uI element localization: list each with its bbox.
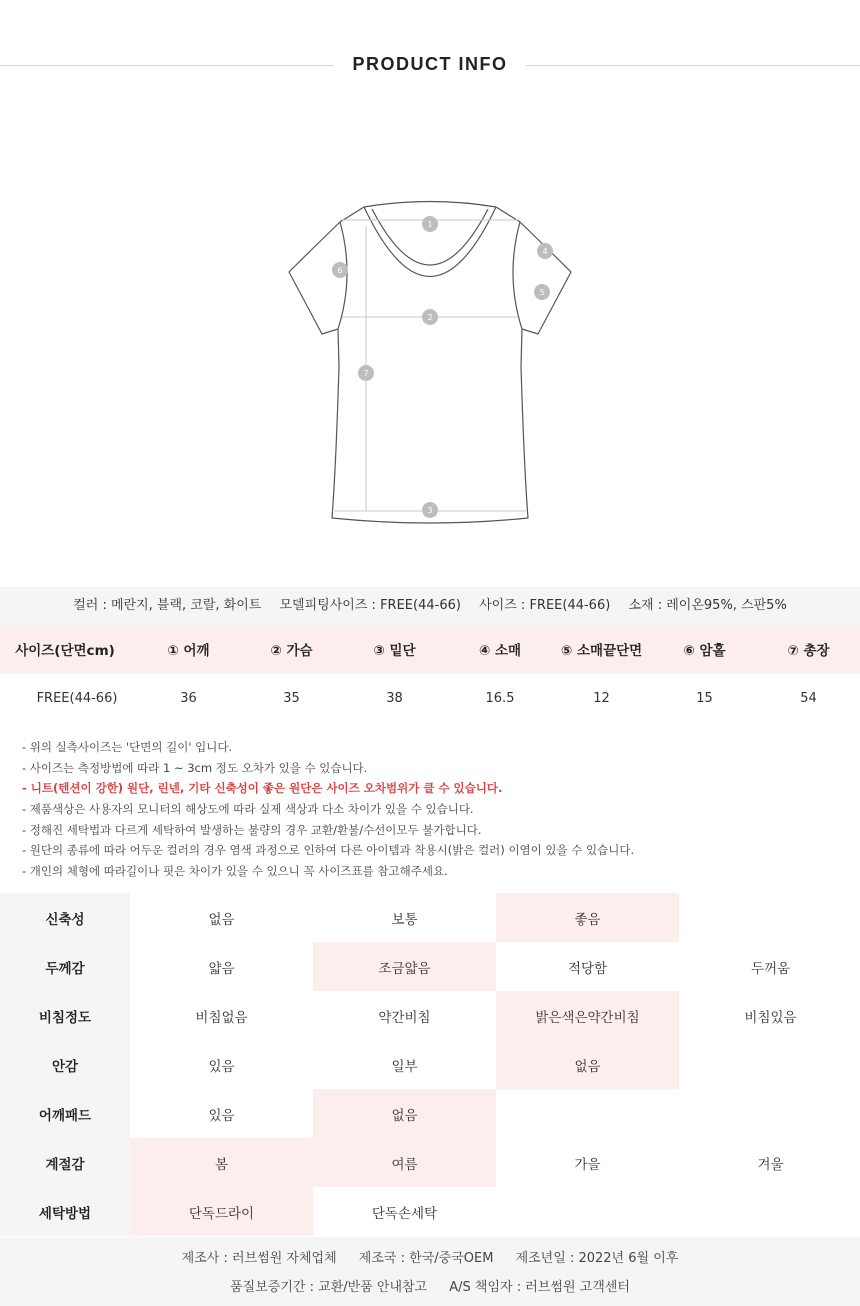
info-value: FREE(44-66) bbox=[380, 598, 461, 613]
attribute-option: 있음 bbox=[208, 1058, 235, 1075]
section-header bbox=[0, 0, 860, 130]
attribute-option: 얇음 bbox=[208, 960, 235, 977]
info-label: 사이즈 bbox=[479, 598, 517, 613]
marker-label: 5 bbox=[539, 288, 545, 297]
attribute-option-selected: 밝은색은약간비침 bbox=[496, 991, 679, 1040]
footer-value: 교환/반품 안내참고 bbox=[318, 1280, 428, 1295]
attribute-option: 일부 bbox=[391, 1058, 418, 1075]
attribute-option: 있음 bbox=[208, 1107, 235, 1124]
footer-line bbox=[0, 1247, 860, 1266]
divider bbox=[526, 65, 860, 66]
attribute-option: 두꺼움 bbox=[750, 960, 791, 977]
size-table-header bbox=[0, 625, 860, 673]
footer-label: 제조국 bbox=[358, 1251, 397, 1266]
note-item: - 위의 실측사이즈는 '단면의 길이' 입니다. bbox=[22, 740, 233, 754]
attribute-option bbox=[496, 1089, 679, 1138]
note-item: - 사이즈는 측정방법에 따라 1 ~ 3cm 정도 오차가 있을 수 있습니다. bbox=[22, 760, 368, 775]
marker-label: 7 bbox=[363, 369, 369, 378]
info-colon: : bbox=[102, 598, 107, 613]
info-value: FREE(44-66) bbox=[529, 598, 611, 613]
attribute-row bbox=[0, 1089, 860, 1138]
footer-value: 한국/중국OEM bbox=[409, 1251, 494, 1266]
attribute-option: 보통 bbox=[391, 911, 418, 928]
info-value: 레이온95%, 스판5% bbox=[666, 598, 787, 613]
tshirt-measure-diagram bbox=[280, 196, 580, 531]
attribute-option-selected: 봄 bbox=[130, 1138, 313, 1187]
attribute-row bbox=[0, 942, 860, 991]
footer-colon: : bbox=[309, 1280, 314, 1295]
size-header-cell: ⑤ 소매끝단면 bbox=[560, 643, 643, 659]
marker-label: 2 bbox=[427, 313, 433, 322]
footer-info bbox=[0, 1237, 860, 1306]
attribute-row bbox=[0, 1138, 860, 1187]
attribute-option-selected: 없음 bbox=[496, 1040, 679, 1089]
page-title: PRODUCT INFO bbox=[352, 54, 508, 74]
attribute-label: 어깨패드 bbox=[0, 1089, 130, 1138]
footer-value: 2022년 6월 이후 bbox=[578, 1251, 679, 1266]
attribute-option-selected: 조금얇음 bbox=[313, 942, 496, 991]
attribute-option-selected: 단독드라이 bbox=[130, 1187, 313, 1236]
tshirt-outline bbox=[289, 202, 571, 524]
footer-label: 제조년일 bbox=[515, 1251, 566, 1266]
attribute-option bbox=[679, 1187, 860, 1236]
marker-label: 3 bbox=[427, 506, 433, 515]
attribute-option: 비침있음 bbox=[744, 1009, 797, 1026]
size-cell: 38 bbox=[386, 690, 403, 706]
footer-value: 러브썸원 자체업체 bbox=[232, 1251, 337, 1266]
attribute-option: 없음 bbox=[208, 911, 235, 928]
size-header-cell: ④ 소매 bbox=[478, 643, 522, 659]
attribute-option: 비침없음 bbox=[195, 1009, 248, 1026]
size-header-cell: 사이즈(단면cm) bbox=[15, 643, 115, 659]
size-cell: 35 bbox=[283, 690, 300, 706]
size-header-cell: ① 어깨 bbox=[167, 643, 210, 659]
size-cell: 54 bbox=[800, 690, 817, 706]
size-cell: FREE(44-66) bbox=[36, 690, 118, 706]
info-label: 컬러 bbox=[73, 598, 99, 613]
attribute-label: 계절감 bbox=[0, 1138, 130, 1187]
attribute-option bbox=[679, 1040, 860, 1089]
attribute-label: 비침정도 bbox=[0, 991, 130, 1040]
size-cell: 12 bbox=[593, 690, 610, 706]
attribute-row bbox=[0, 1040, 860, 1089]
notes-list bbox=[22, 737, 842, 882]
attribute-label: 안감 bbox=[0, 1040, 130, 1089]
footer-colon: : bbox=[223, 1251, 228, 1266]
footer-colon: : bbox=[516, 1280, 522, 1295]
footer-colon: : bbox=[400, 1251, 405, 1266]
diagram-markers bbox=[332, 216, 553, 518]
note-item: - 개인의 체형에 따라길이나 핏은 차이가 있을 수 있으니 꼭 사이즈표를 참고해주세요. bbox=[22, 864, 448, 879]
attribute-label: 세탁방법 bbox=[0, 1187, 130, 1236]
size-cell: 16.5 bbox=[485, 690, 515, 706]
size-header-cell: ② 가슴 bbox=[270, 643, 313, 659]
attribute-row bbox=[0, 1187, 860, 1236]
footer-colon: : bbox=[569, 1251, 575, 1266]
table-row bbox=[0, 673, 860, 723]
size-header-cell: ③ 밑단 bbox=[373, 643, 416, 659]
marker-label: 1 bbox=[427, 220, 433, 229]
attribute-option: 겨울 bbox=[757, 1156, 784, 1173]
footer-line bbox=[0, 1276, 860, 1295]
info-value: 메란지, 블랙, 코랄, 화이트 bbox=[110, 598, 262, 613]
size-cell: 15 bbox=[696, 690, 713, 706]
attribute-option bbox=[496, 1187, 679, 1236]
attribute-option-selected: 여름 bbox=[313, 1138, 496, 1187]
attribute-row bbox=[0, 991, 860, 1040]
footer-value: 러브썸원 고객센터 bbox=[525, 1280, 630, 1295]
attribute-row bbox=[0, 893, 860, 942]
attribute-option-selected: 없음 bbox=[313, 1089, 496, 1138]
marker-label: 4 bbox=[542, 247, 548, 256]
info-colon: : bbox=[371, 598, 376, 613]
footer-label: 품질보증기간 bbox=[230, 1280, 306, 1295]
note-item: - 제품색상은 사용자의 모니터의 해상도에 따라 실제 색상과 다소 차이가 있을 수 있습니다. bbox=[22, 802, 474, 817]
info-colon: : bbox=[657, 598, 663, 613]
attribute-option: 적당함 bbox=[567, 960, 608, 977]
attribute-option: 약간비침 bbox=[378, 1009, 431, 1026]
size-header-cell: ⑦ 총장 bbox=[787, 643, 830, 659]
note-item: - 원단의 종류에 따라 어두운 컬러의 경우 염색 과정으로 인하여 다른 아이템과 착용시(밝은 컬러) 이염이 있을 수 있습니다. bbox=[22, 843, 635, 858]
attribute-option: 가을 bbox=[574, 1156, 601, 1173]
attribute-label: 신축성 bbox=[0, 893, 130, 942]
info-label: 모델피팅사이즈 bbox=[279, 598, 368, 613]
armhole-right bbox=[513, 222, 522, 329]
footer-label: 제조사 bbox=[181, 1251, 220, 1266]
attribute-label: 두께감 bbox=[0, 942, 130, 991]
size-cell: 36 bbox=[180, 690, 197, 706]
info-label: 소재 bbox=[628, 598, 654, 613]
info-colon: : bbox=[520, 598, 526, 613]
attribute-option: 단독손세탁 bbox=[371, 1205, 438, 1222]
note-item-warning: - 니트(텐션이 강한) 원단, 린넨, 기타 신축성이 좋은 원단은 사이즈 오차범위가 클 수 있습니다. bbox=[22, 781, 503, 796]
divider bbox=[0, 65, 334, 66]
marker-label: 6 bbox=[337, 266, 343, 275]
footer-label: A/S 책임자 bbox=[449, 1280, 513, 1295]
note-item: - 정해진 세탁법과 다르게 세탁하여 발생하는 불량의 경우 교환/환불/수선이모두 불가합니다. bbox=[22, 822, 482, 837]
size-header-cell: ⑥ 암홀 bbox=[683, 643, 726, 659]
product-info-bar bbox=[0, 587, 860, 625]
attribute-option bbox=[679, 1089, 860, 1138]
attribute-option bbox=[679, 893, 860, 942]
attribute-option-selected: 좋음 bbox=[496, 893, 679, 942]
